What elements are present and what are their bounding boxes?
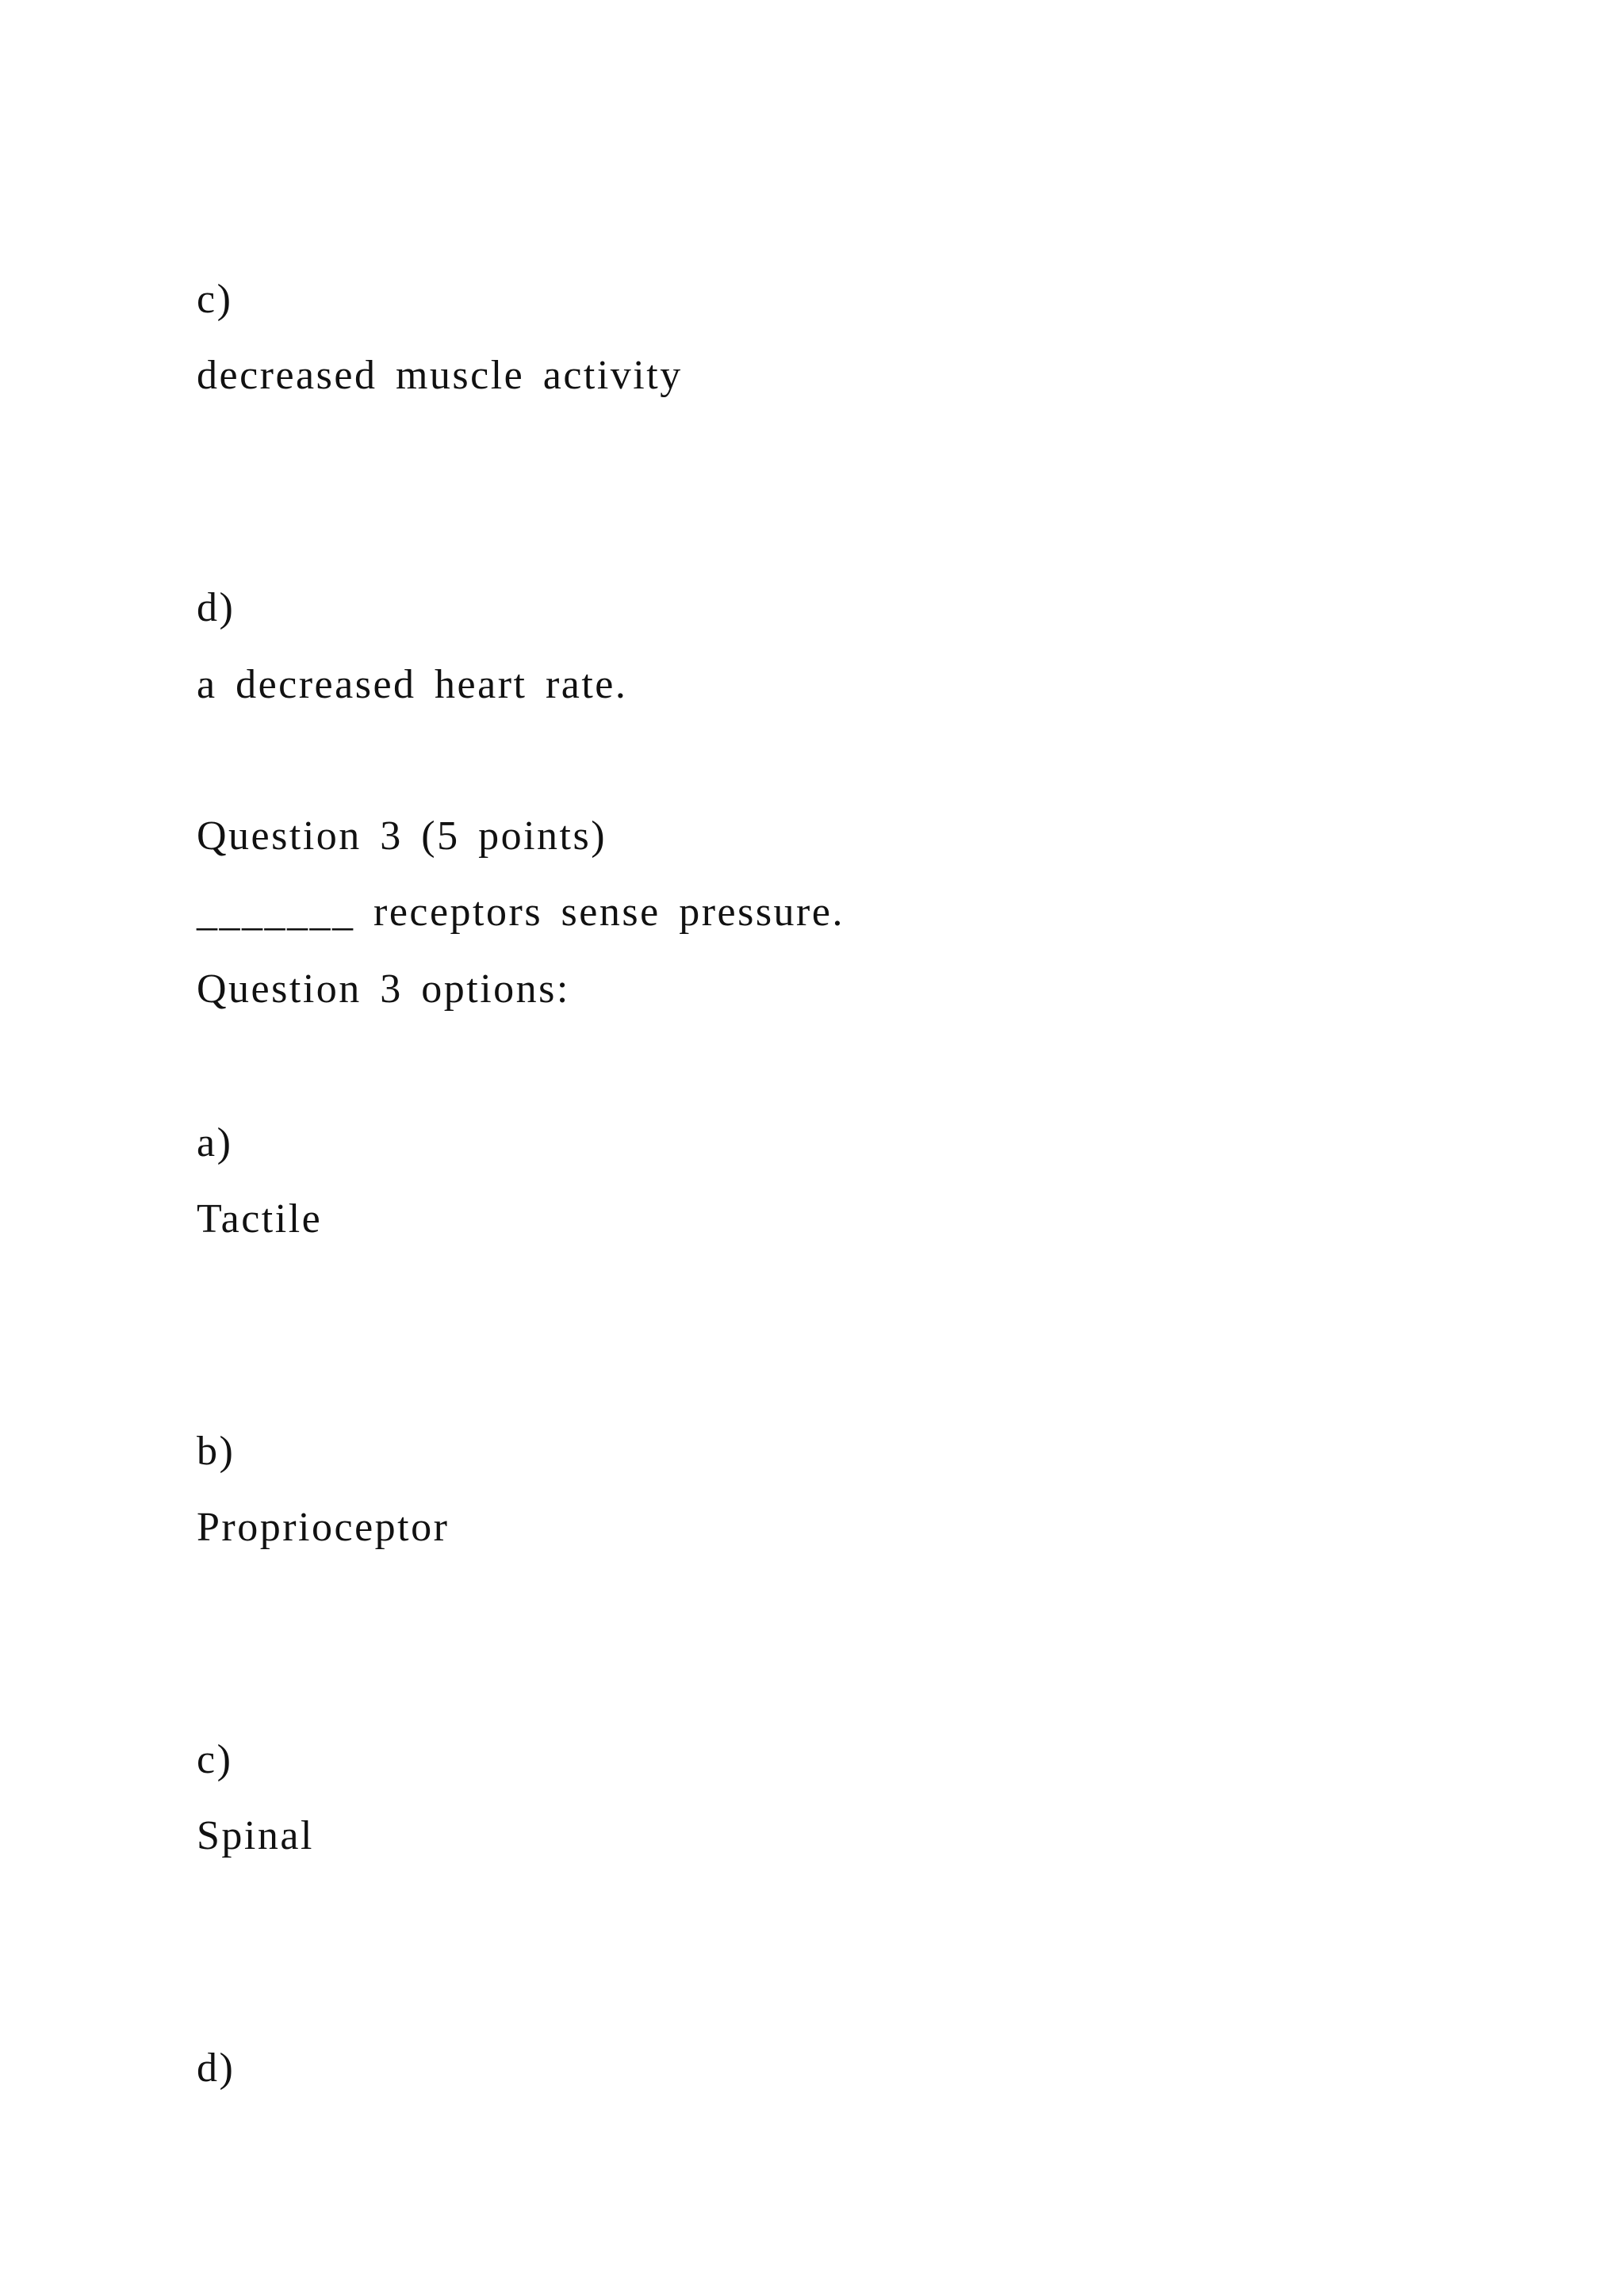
option-letter-d: d): [197, 585, 236, 630]
q3-option-letter-c: c): [197, 1737, 233, 1782]
q3-option-text-b: Proprioceptor: [197, 1505, 450, 1550]
option-letter-c: c): [197, 277, 233, 322]
option-text-c: decreased muscle activity: [197, 353, 683, 398]
question-3-prompt: _______ receptors sense pressure.: [197, 890, 845, 935]
option-text-d: a decreased heart rate.: [197, 662, 628, 707]
q3-option-text-c: Spinal: [197, 1813, 314, 1858]
question-3-header: Question 3 (5 points): [197, 813, 607, 859]
q3-option-letter-d: d): [197, 2045, 236, 2091]
q3-option-letter-a: a): [197, 1120, 233, 1165]
q3-option-text-a: Tactile: [197, 1196, 323, 1242]
q3-option-letter-b: b): [197, 1429, 236, 1474]
question-3-options-label: Question 3 options:: [197, 966, 570, 1012]
